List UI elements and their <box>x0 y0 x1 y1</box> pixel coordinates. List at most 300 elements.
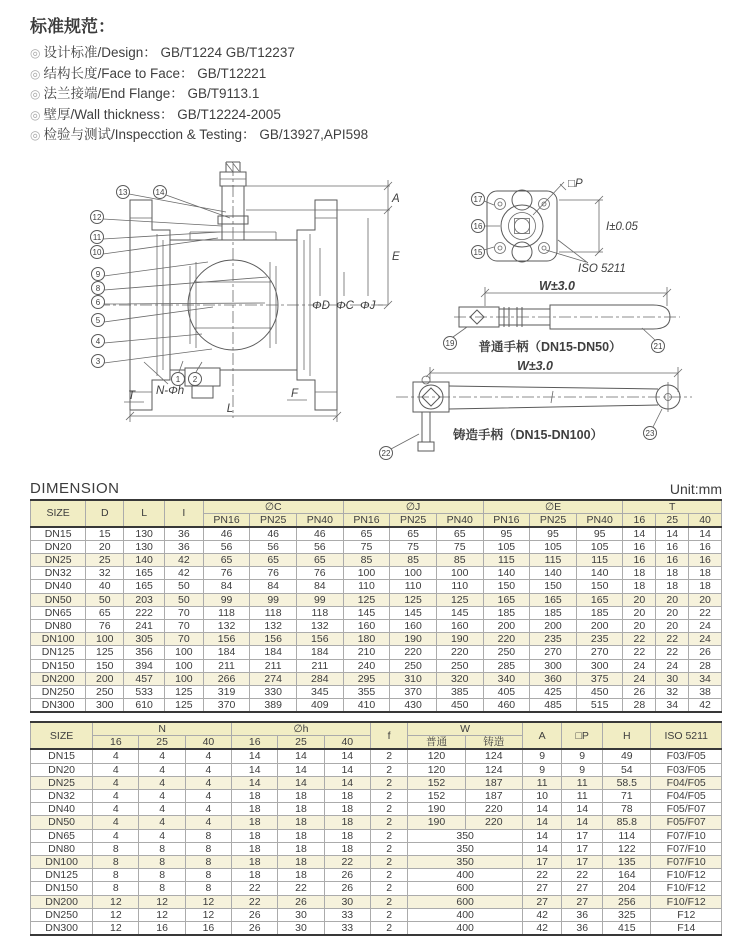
table-cell: 76 <box>250 567 297 580</box>
dim-w1-lines <box>481 287 671 306</box>
table-cell: 8 <box>93 882 139 895</box>
table-cell: 270 <box>576 646 623 659</box>
table-cell: 4 <box>185 749 231 763</box>
dim-w2-label: W±3.0 <box>516 358 554 373</box>
table-cell: 600 <box>408 882 523 895</box>
subcol-25: 25 <box>139 736 185 750</box>
table-cell: 14 <box>522 829 561 842</box>
table-cell: 122 <box>603 842 651 855</box>
table-cell: 118 <box>297 606 344 619</box>
dim-t-label: T <box>128 389 136 402</box>
table-cell: 99 <box>297 593 344 606</box>
callout-5 <box>92 313 105 326</box>
dim-phi-j-label: ΦJ <box>360 299 376 312</box>
col-header-n: N <box>93 722 232 736</box>
table-cell: 42 <box>689 699 722 713</box>
table-cell: 10 <box>522 789 561 802</box>
table-cell: DN50 <box>31 593 86 606</box>
ring-bullet-icon: ◎ <box>30 128 41 142</box>
table-cell: DN25 <box>31 553 86 566</box>
table-cell: 12 <box>93 895 139 908</box>
bolt-hole-center <box>498 202 502 206</box>
bolt-hole <box>539 242 550 253</box>
table-cell: 220 <box>390 646 437 659</box>
table-cell: 240 <box>343 659 390 672</box>
table-cell: 26 <box>623 685 656 698</box>
table-cell: 65 <box>250 553 297 566</box>
table-cell: 26 <box>232 921 278 935</box>
table-cell: 210 <box>343 646 390 659</box>
table-cell: 285 <box>483 659 530 672</box>
table-cell: 9 <box>562 749 603 763</box>
table-cell: 2 <box>370 829 407 842</box>
spec-text: 结构长度/Face to Face： GB/T12221 <box>43 65 267 81</box>
table-cell: 75 <box>343 540 390 553</box>
table-cell: 46 <box>297 527 344 541</box>
table-cell: 355 <box>343 685 390 698</box>
table-cell: 125 <box>165 699 204 713</box>
table-cell: 4 <box>139 803 185 816</box>
table-cell: 4 <box>93 776 139 789</box>
table-cell: 18 <box>623 580 656 593</box>
table-cell: 2 <box>370 789 407 802</box>
table-cell: 370 <box>390 685 437 698</box>
table-cell: 70 <box>165 633 204 646</box>
table-cell: 26 <box>324 882 370 895</box>
svg-text:4: 4 <box>95 336 101 346</box>
table-cell: 14 <box>232 749 278 763</box>
table-cell: 115 <box>530 553 577 566</box>
table-cell: 533 <box>124 685 165 698</box>
table-cell: DN15 <box>31 527 86 541</box>
table-row <box>31 593 722 606</box>
table-cell: DN200 <box>31 895 93 908</box>
table-cell: F07/F10 <box>651 842 722 855</box>
table-cell: 56 <box>250 540 297 553</box>
dim-i-lines <box>559 196 603 256</box>
table-cell: 2 <box>370 869 407 882</box>
table-cell: 42 <box>522 908 561 921</box>
col-header-i: I <box>165 500 204 527</box>
table-cell: 14 <box>324 763 370 776</box>
table-cell: 22 <box>656 633 689 646</box>
callout-19 <box>444 336 457 349</box>
table-row <box>31 895 722 908</box>
table-cell: 100 <box>165 646 204 659</box>
table-cell: 110 <box>436 580 483 593</box>
table-cell: 24 <box>623 659 656 672</box>
table-cell: 4 <box>185 789 231 802</box>
table-cell: 2 <box>370 921 407 935</box>
subcol-pn40: PN40 <box>576 513 623 527</box>
table-cell: 54 <box>603 763 651 776</box>
table-cell: 156 <box>297 633 344 646</box>
table-cell: 4 <box>185 816 231 829</box>
col-header-c: ∅C <box>203 500 343 514</box>
bolt-holes-leader <box>144 362 168 384</box>
table2-header <box>31 722 722 749</box>
table-cell: 400 <box>408 921 523 935</box>
svg-text:22: 22 <box>381 448 391 458</box>
table-cell: 4 <box>139 789 185 802</box>
table-cell: 12 <box>185 895 231 908</box>
table-cell: 42 <box>165 553 204 566</box>
table-cell: 425 <box>530 685 577 698</box>
table-cell: F10/F12 <box>651 895 722 908</box>
col-header-size: SIZE <box>31 722 93 749</box>
table-cell: 270 <box>530 646 577 659</box>
subcol-pn40: PN40 <box>436 513 483 527</box>
table-cell: 145 <box>436 606 483 619</box>
dimension-table-1 <box>30 499 722 714</box>
table-cell: 14 <box>232 763 278 776</box>
table-cell: 330 <box>250 685 297 698</box>
table-cell: 2 <box>370 816 407 829</box>
table-cell: 235 <box>576 633 623 646</box>
table-cell: 485 <box>530 699 577 713</box>
callout-23 <box>644 426 657 439</box>
table-cell: DN20 <box>31 540 86 553</box>
table-cell: 220 <box>483 633 530 646</box>
table-cell: 100 <box>436 567 483 580</box>
spec-text: 检验与测试/Inspecction & Testing： GB/13927,API598 <box>43 127 369 142</box>
svg-text:11: 11 <box>92 232 102 242</box>
table-cell: 18 <box>278 803 324 816</box>
table-cell: 200 <box>530 619 577 632</box>
table-row <box>31 869 722 882</box>
table-cell: 450 <box>576 685 623 698</box>
table-cell: 12 <box>139 895 185 908</box>
table-cell: 150 <box>530 580 577 593</box>
table-cell: 9 <box>522 763 561 776</box>
table-cell: 325 <box>603 908 651 921</box>
table-cell: 2 <box>370 776 407 789</box>
table-cell: 190 <box>408 816 465 829</box>
table-cell: F07/F10 <box>651 855 722 868</box>
table-cell: 305 <box>124 633 165 646</box>
subcol-16: 16 <box>232 736 278 750</box>
list-item <box>30 105 722 126</box>
table1-header <box>31 500 722 527</box>
table-cell: 12 <box>139 908 185 921</box>
table-cell: 190 <box>408 803 465 816</box>
stem-mid-circle <box>509 212 536 239</box>
table-cell: 40 <box>86 580 124 593</box>
hub-ear-hole <box>422 376 430 384</box>
table-cell: F03/F05 <box>651 749 722 763</box>
table-row <box>31 829 722 842</box>
table-cell: 24 <box>656 659 689 672</box>
table-cell: 2 <box>370 855 407 868</box>
table-cell: 20 <box>656 593 689 606</box>
table-cell: DN32 <box>31 789 93 802</box>
table-cell: 18 <box>324 789 370 802</box>
standards-list <box>30 43 722 146</box>
table-cell: 84 <box>203 580 250 593</box>
table-cell: 33 <box>324 908 370 921</box>
bolt-hole-center <box>542 246 546 250</box>
table-row <box>31 882 722 895</box>
table-cell: DN125 <box>31 869 93 882</box>
table-cell: F04/F05 <box>651 776 722 789</box>
table-cell: 18 <box>278 816 324 829</box>
col-header-a: A <box>522 722 561 749</box>
dim-p-label: □P <box>568 177 583 190</box>
table-cell: 36 <box>562 908 603 921</box>
table-cell: 9 <box>562 763 603 776</box>
dim-a-e-lines <box>235 180 392 309</box>
table-cell: 4 <box>185 803 231 816</box>
table-cell: 84 <box>250 580 297 593</box>
subcol-pn25: PN25 <box>390 513 437 527</box>
table-cell: 211 <box>250 659 297 672</box>
table-row <box>31 540 722 553</box>
table-cell: 14 <box>232 776 278 789</box>
table-cell: 17 <box>562 842 603 855</box>
table-cell: 4 <box>185 763 231 776</box>
dim-w1-label: W±3.0 <box>538 278 576 293</box>
table-cell: 85 <box>390 553 437 566</box>
table-cell: 4 <box>93 829 139 842</box>
table-cell: F07/F10 <box>651 829 722 842</box>
table-cell: DN300 <box>31 921 93 935</box>
bolt-hole <box>495 198 506 209</box>
table-cell: 160 <box>343 619 390 632</box>
table-cell: 30 <box>656 672 689 685</box>
table-cell: 42 <box>165 567 204 580</box>
table-cell: 460 <box>483 699 530 713</box>
table-cell: 135 <box>603 855 651 868</box>
callout-2 <box>189 372 202 385</box>
table-cell: 18 <box>656 580 689 593</box>
table-cell: 75 <box>390 540 437 553</box>
table-cell: 385 <box>436 685 483 698</box>
list-item <box>30 43 722 64</box>
table-cell: 4 <box>93 816 139 829</box>
table-cell: 27 <box>562 882 603 895</box>
svg-text:8: 8 <box>95 283 101 293</box>
table-cell: 156 <box>250 633 297 646</box>
table-cell: 32 <box>656 685 689 698</box>
table-cell: 11 <box>562 789 603 802</box>
table-cell: 18 <box>232 829 278 842</box>
callout-4 <box>92 334 105 347</box>
table-cell: 187 <box>465 789 522 802</box>
table-cell: 22 <box>324 855 370 868</box>
table-cell: 145 <box>390 606 437 619</box>
table-cell: 180 <box>343 633 390 646</box>
table-cell: 125 <box>343 593 390 606</box>
table-cell: 71 <box>603 789 651 802</box>
table-cell: 105 <box>576 540 623 553</box>
table-cell: 256 <box>603 895 651 908</box>
table-cell: 222 <box>124 606 165 619</box>
table-cell: 22 <box>232 895 278 908</box>
table-cell: 18 <box>324 803 370 816</box>
table-cell: 70 <box>165 619 204 632</box>
table-row <box>31 633 722 646</box>
table-cell: DN100 <box>31 855 93 868</box>
list-item <box>30 125 722 146</box>
table-cell: 100 <box>165 672 204 685</box>
iso5211-top-view <box>472 178 639 275</box>
table-cell: 27 <box>522 895 561 908</box>
table-row <box>31 803 722 816</box>
table-cell: 105 <box>530 540 577 553</box>
table-cell: 24 <box>689 619 722 632</box>
svg-text:17: 17 <box>473 194 483 204</box>
table-cell: 152 <box>408 789 465 802</box>
table-cell: 320 <box>436 672 483 685</box>
subcol-pn16: PN16 <box>483 513 530 527</box>
table-row <box>31 567 722 580</box>
table-cell: 33 <box>324 921 370 935</box>
table-cell: 600 <box>408 895 523 908</box>
table-cell: 99 <box>250 593 297 606</box>
table-cell: 18 <box>278 855 324 868</box>
table-cell: 165 <box>483 593 530 606</box>
table-cell: 515 <box>576 699 623 713</box>
table-cell: 27 <box>562 895 603 908</box>
table-cell: 95 <box>483 527 530 541</box>
table-cell: 14 <box>562 816 603 829</box>
table-cell: 20 <box>656 619 689 632</box>
table-cell: 156 <box>203 633 250 646</box>
table-cell: 250 <box>483 646 530 659</box>
ring-bullet-icon: ◎ <box>30 107 41 122</box>
table-cell: 389 <box>250 699 297 713</box>
table-cell: 2 <box>370 763 407 776</box>
table-cell: 65 <box>436 527 483 541</box>
table-cell: 4 <box>185 776 231 789</box>
table-cell: 27 <box>522 882 561 895</box>
table-cell: 16 <box>689 540 722 553</box>
callout-22 <box>380 446 393 459</box>
table-cell: 350 <box>408 842 523 855</box>
table-cell: 165 <box>530 593 577 606</box>
dim-i-label: I±0.05 <box>606 220 638 233</box>
table-cell: 200 <box>483 619 530 632</box>
svg-text:23: 23 <box>645 428 655 438</box>
table-cell: 610 <box>124 699 165 713</box>
table-cell: 65 <box>343 527 390 541</box>
table-cell: 220 <box>465 803 522 816</box>
ring-bullet-icon: ◎ <box>30 87 41 101</box>
table-cell: 28 <box>689 659 722 672</box>
table-cell: 18 <box>232 803 278 816</box>
table-cell: 17 <box>562 829 603 842</box>
table-cell: 18 <box>232 842 278 855</box>
table-cell: 125 <box>436 593 483 606</box>
subcol-w-plain: 普通 <box>408 736 465 750</box>
table-cell: 22 <box>656 646 689 659</box>
table-cell: 26 <box>278 895 324 908</box>
svg-text:19: 19 <box>445 338 455 348</box>
cast-handle-caption: 铸造手柄（DN15-DN100） <box>452 427 604 442</box>
table-cell: 250 <box>86 685 124 698</box>
callout-12 <box>91 210 104 223</box>
col-header-t: T <box>623 500 722 514</box>
table-row <box>31 699 722 713</box>
table-cell: 185 <box>576 606 623 619</box>
list-item <box>30 64 722 85</box>
table-cell: 394 <box>124 659 165 672</box>
table-cell: 20 <box>656 606 689 619</box>
table-cell: 95 <box>576 527 623 541</box>
subcol-16: 16 <box>93 736 139 750</box>
svg-text:1: 1 <box>175 374 181 384</box>
table2-body <box>31 749 722 935</box>
table-cell: 24 <box>623 672 656 685</box>
table-cell: 204 <box>603 882 651 895</box>
table-cell: 132 <box>250 619 297 632</box>
table-cell: DN50 <box>31 816 93 829</box>
table-cell: 184 <box>250 646 297 659</box>
table-cell: 350 <box>408 829 523 842</box>
table-cell: 36 <box>165 540 204 553</box>
table-cell: 50 <box>165 593 204 606</box>
table-cell: 76 <box>86 619 124 632</box>
table-cell: 16 <box>623 553 656 566</box>
svg-text:13: 13 <box>118 187 128 197</box>
dimension-table-2 <box>30 721 722 936</box>
table-cell: 300 <box>86 699 124 713</box>
table-cell: 274 <box>250 672 297 685</box>
table-cell: DN40 <box>31 803 93 816</box>
callout-21 <box>652 339 665 352</box>
table-cell: 46 <box>203 527 250 541</box>
table-cell: 20 <box>86 540 124 553</box>
list-item <box>30 84 722 105</box>
table-cell: 457 <box>124 672 165 685</box>
technical-drawings <box>30 160 722 470</box>
col-header-iso: ISO 5211 <box>651 722 722 749</box>
table-row <box>31 855 722 868</box>
table-cell: 130 <box>124 527 165 541</box>
table-cell: 26 <box>689 646 722 659</box>
table-cell: 18 <box>278 869 324 882</box>
table-cell: 140 <box>576 567 623 580</box>
subcol-pn16: PN16 <box>203 513 250 527</box>
table-cell: 140 <box>530 567 577 580</box>
table-row <box>31 527 722 541</box>
table-cell: DN150 <box>31 882 93 895</box>
table-cell: 2 <box>370 842 407 855</box>
table-cell: 165 <box>576 593 623 606</box>
bolt-hole-center <box>542 202 546 206</box>
table-cell: 15 <box>86 527 124 541</box>
table-cell: 100 <box>86 633 124 646</box>
table-cell: 22 <box>278 882 324 895</box>
table-cell: 18 <box>232 816 278 829</box>
table-cell: 18 <box>278 842 324 855</box>
table-cell: 18 <box>623 567 656 580</box>
table-cell: 8 <box>139 855 185 868</box>
callout-9 <box>92 267 105 280</box>
table-cell: 295 <box>343 672 390 685</box>
table-cell: 9 <box>522 749 561 763</box>
subcol-40: 40 <box>324 736 370 750</box>
table-cell: DN65 <box>31 829 93 842</box>
table-cell: 340 <box>483 672 530 685</box>
table-cell: 20 <box>623 606 656 619</box>
dim-e-label: E <box>392 250 400 263</box>
dim-phi-c-label: ΦC <box>336 299 354 312</box>
table-cell: 20 <box>623 593 656 606</box>
table-cell: DN80 <box>31 842 93 855</box>
table-cell: 16 <box>185 921 231 935</box>
table-cell: 18 <box>232 869 278 882</box>
